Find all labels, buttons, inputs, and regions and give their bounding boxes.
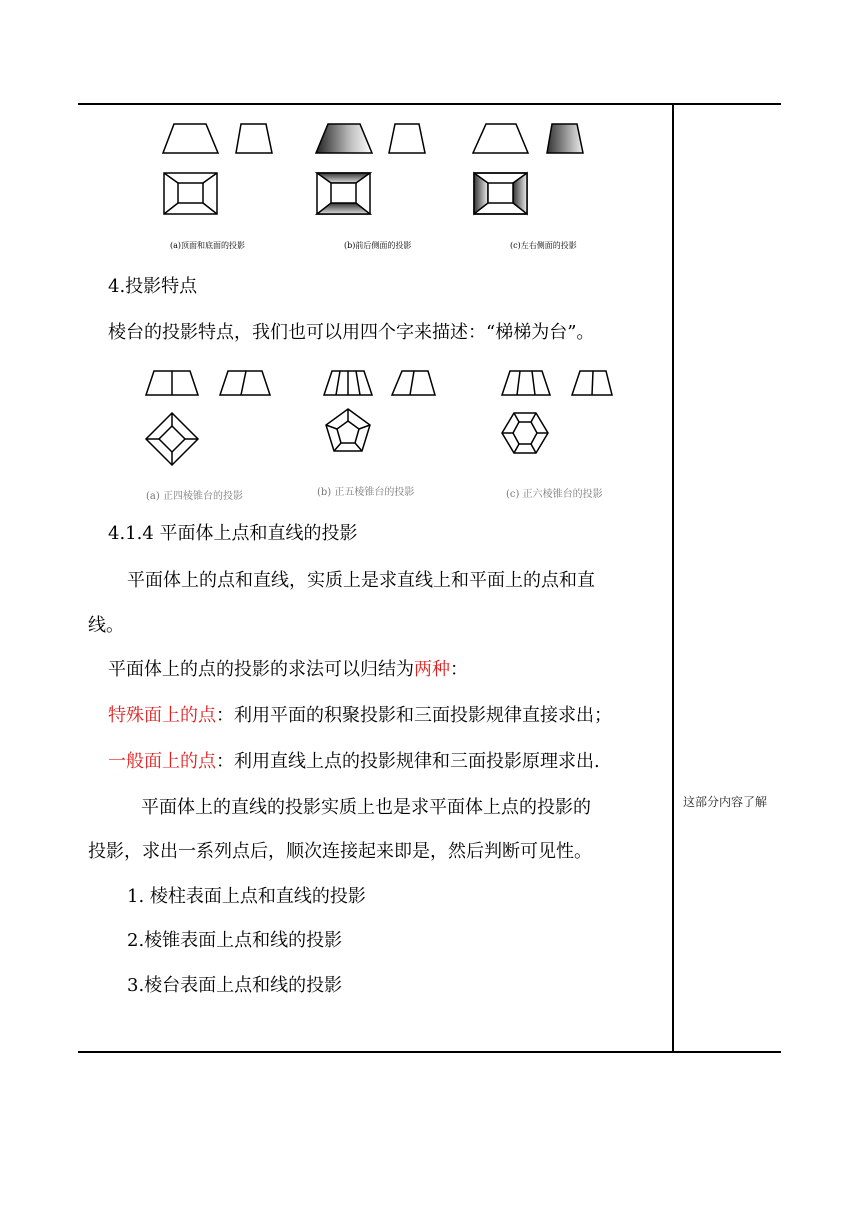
paragraph-points-lines-2: 线。 (88, 615, 124, 636)
general-face-text: ：利用直线上点的投影规律和三面投影原理求出. (216, 751, 600, 772)
side-view-hexagon (572, 371, 612, 395)
regular-frustums-figure (140, 365, 620, 505)
caption-top-b: (b)前后侧面的投影 (344, 241, 412, 250)
top-view-pentagon (326, 409, 370, 451)
top-view-a (164, 173, 217, 214)
column-divider (672, 103, 674, 1053)
special-face-points (108, 704, 612, 728)
front-view-b (316, 124, 372, 153)
caption-bottom-a: (a) 正四棱锥台的投影 (146, 491, 243, 502)
top-view-square (146, 413, 198, 465)
side-view-a (236, 124, 272, 153)
side-view-square (220, 371, 270, 395)
front-view-pentagon (324, 371, 372, 395)
table-bottom-border (78, 1051, 781, 1053)
front-view-a (163, 124, 218, 153)
heading-projection-features: 4.投影特点 (108, 276, 198, 297)
methods-prefix: 平面体上的点的投影的求法可以归结为 (108, 659, 414, 680)
list-item: 1. 棱柱表面上点和直线的投影 (127, 886, 366, 907)
front-view-c (473, 124, 528, 153)
special-face-label: 特殊面上的点 (108, 705, 216, 726)
frustum-faces-figure (150, 115, 600, 260)
top-view-c (474, 173, 527, 214)
paragraph-lines-1: 平面体上的直线的投影实质上也是求平面体上点的投影的 (141, 797, 591, 818)
special-face-text: ：利用平面的积聚投影和三面投影规律直接求出； (216, 705, 612, 726)
section-heading: 4.1.4 平面体上点和直线的投影 (108, 523, 358, 544)
front-view-hexagon (502, 371, 550, 395)
caption-bottom-c: (c) 正六棱锥台的投影 (506, 489, 603, 500)
caption-top-a: (a)顶面和底面的投影 (170, 241, 246, 250)
top-view-b (317, 173, 370, 214)
general-face-points (108, 750, 600, 774)
methods-suffix: ： (450, 659, 468, 680)
paragraph-points-lines-1: 平面体上的点和直线，实质上是求直线上和平面上的点和直 (127, 570, 595, 591)
side-view-b (389, 124, 425, 153)
paragraph-methods (108, 658, 468, 682)
side-note: 这部分内容了解 (683, 795, 768, 809)
front-view-square (146, 371, 198, 395)
side-view-pentagon (392, 371, 435, 395)
list-item: 3.棱台表面上点和线的投影 (127, 975, 343, 996)
list-item: 2.棱锥表面上点和线的投影 (127, 930, 343, 951)
side-view-c (547, 124, 583, 153)
methods-highlight: 两种 (414, 659, 450, 680)
table-top-border (78, 103, 781, 105)
paragraph-frustum-features: 棱台的投影特点，我们也可以用四个字来描述：“梯梯为台”。 (108, 322, 595, 343)
general-face-label: 一般面上的点 (108, 751, 216, 772)
paragraph-lines-2: 投影，求出一系列点后，顺次连接起来即是，然后判断可见性。 (88, 841, 592, 862)
top-view-hexagon (502, 413, 548, 453)
caption-top-c: (c)左右侧面的投影 (510, 241, 577, 250)
caption-bottom-b: (b) 正五棱锥台的投影 (317, 487, 415, 498)
